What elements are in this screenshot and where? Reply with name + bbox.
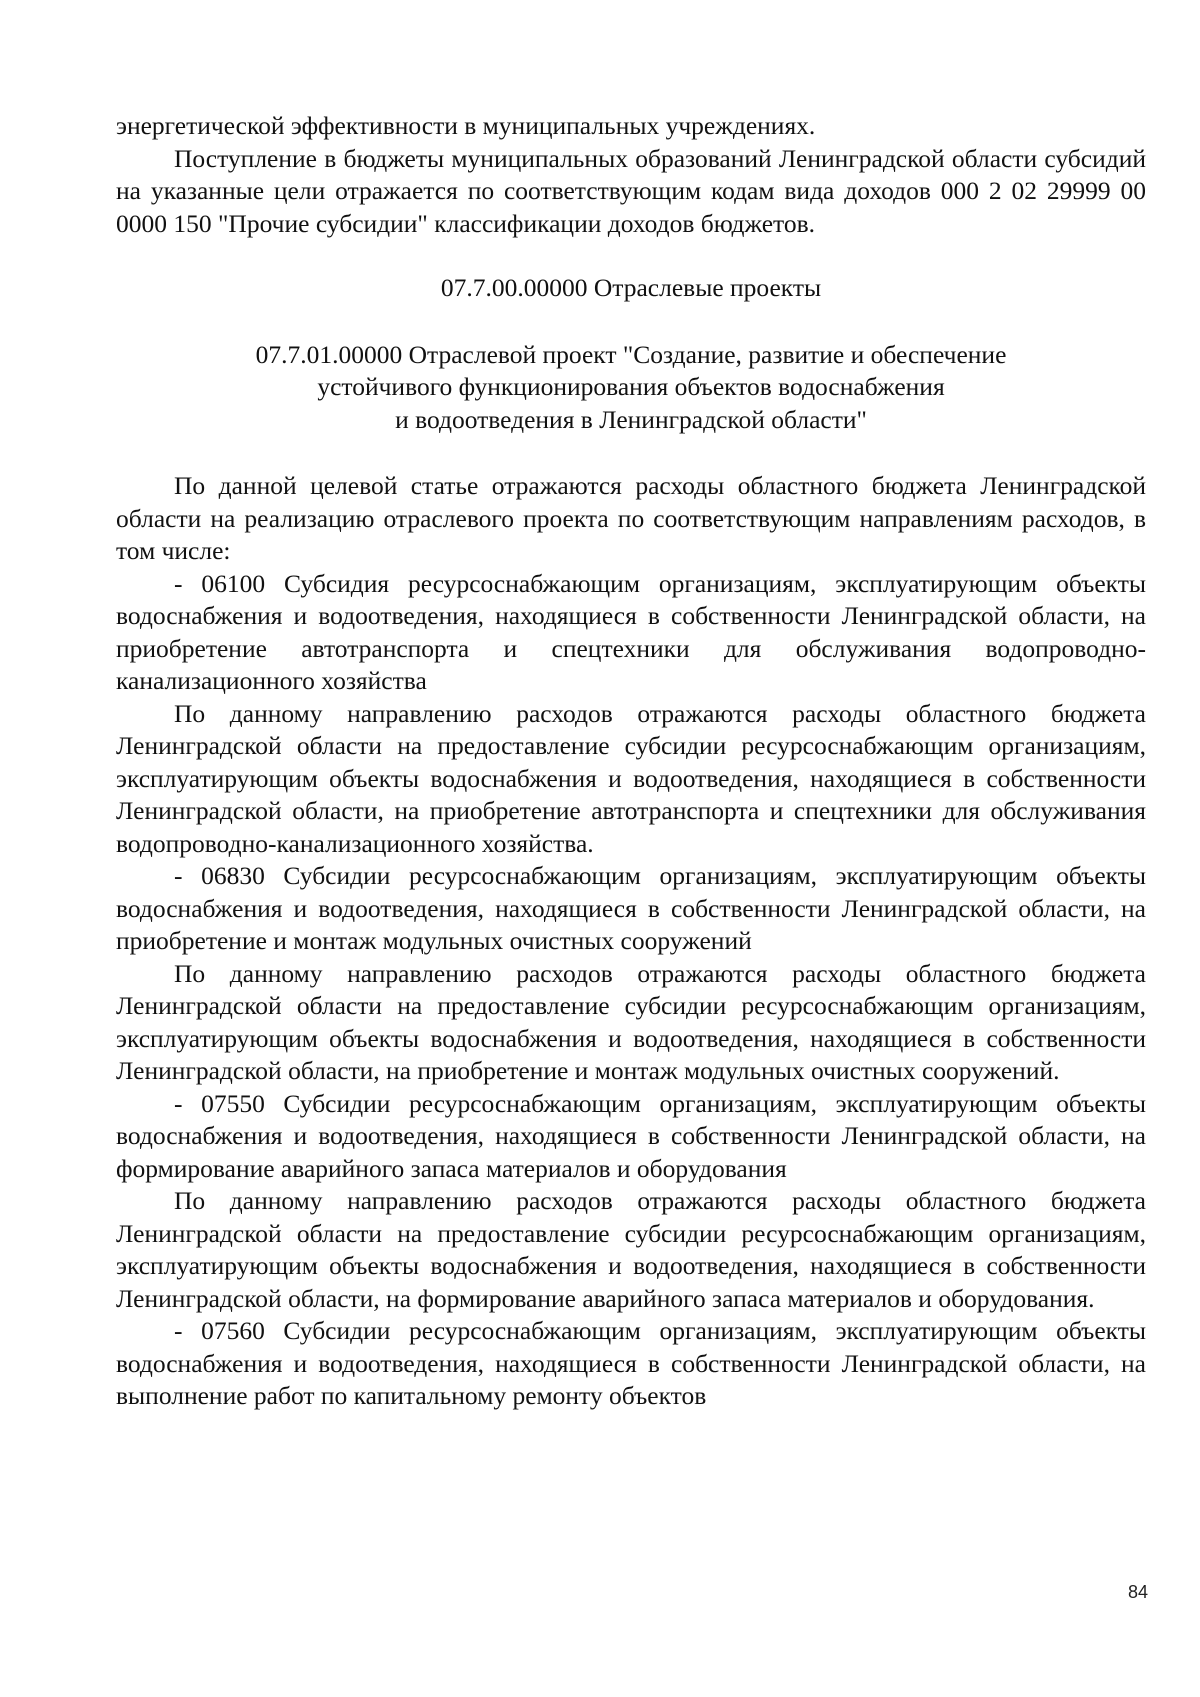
page-number: 84 (1127, 1582, 1148, 1602)
paragraph-target-article: По данной целевой статье отражаются расходы областного бюджета Ленинградской области на реализацию отраслевого проекта по соответствующим направлениям расходов, в том числе: (116, 471, 1146, 565)
paragraph-06830-description: По данному направлению расходов отражаются расходы областного бюджета Ленинградской области на предоставление субсидии ресурсоснабжающим организациям, эксплуатирующим объекты водоснабжения и водоотведения, находящиеся в собственности Ленинградской области, на приобретение и монтаж модульных очистных сооружений. (116, 958, 1146, 1085)
paragraph-06100-description: По данному направлению расходов отражаются расходы областного бюджета Ленинградской области на предоставление субсидии ресурсоснабжающим организациям, эксплуатирующим объекты водоснабжения и водоотведения, находящиеся в собственности Ленинградской области, на приобретение автотранспорта и спецтехники для обслуживания водопроводно-канализационного хозяйства. (116, 698, 1146, 858)
list-item-06100: - 06100 Субсидия ресурсоснабжающим организациям, эксплуатирующим объекты водоснабжения и водоотведения, находящиеся в собственности Ленинградской области, на приобретение автотранспорта и спецтехники для обслуживания водопроводно-канализационного хозяйства (116, 568, 1146, 695)
list-item-07560: - 07560 Субсидии ресурсоснабжающим организациям, эксплуатирующим объекты водоснабжения и водоотведения, находящиеся в собственности Ленинградской области, на выполнение работ по капитальному ремонту объектов (116, 1316, 1146, 1410)
paragraph-07550-description: По данному направлению расходов отражаются расходы областного бюджета Ленинградской области на предоставление субсидии ресурсоснабжающим организациям, эксплуатирующим объекты водоснабжения и водоотведения, находящиеся в собственности Ленинградской области, на формирование аварийного запаса материалов и оборудования. (116, 1186, 1146, 1313)
section-heading-water-project (201, 339, 1061, 437)
list-item-07550: - 07550 Субсидии ресурсоснабжающим организациям, эксплуатирующим объекты водоснабжения и водоотведения, находящиеся в собственности Ленинградской области, на формирование аварийного запаса материалов и оборудования (116, 1088, 1146, 1183)
paragraph-subsidies-income: Поступление в бюджеты муниципальных образований Ленинградской области субсидий на указанные цели отражается по соответствующим кодам вида доходов 000 2 02 29999 00 0000 150 "Прочие субсидии" классификации доходов бюджетов. (116, 143, 1146, 238)
document-page (116, 110, 1146, 1413)
heading-line-3: и водоотведения в Ленинградской области" (395, 404, 867, 434)
list-item-06830: - 06830 Субсидии ресурсоснабжающим организациям, эксплуатирующим объекты водоснабжения и водоотведения, находящиеся в собственности Ленинградской области, на приобретение и монтаж модульных очистных сооружений (116, 861, 1146, 955)
paragraph-continuation: энергетической эффективности в муниципальных учреждениях. (116, 111, 816, 140)
heading-line-2: устойчивого функционирования объектов водоснабжения (317, 372, 945, 401)
heading-line-1: 07.7.01.00000 Отраслевой проект "Создание, развитие и обеспечение (255, 339, 1007, 369)
section-heading-sector-projects: 07.7.00.00000 Отраслевые проекты (440, 273, 822, 302)
